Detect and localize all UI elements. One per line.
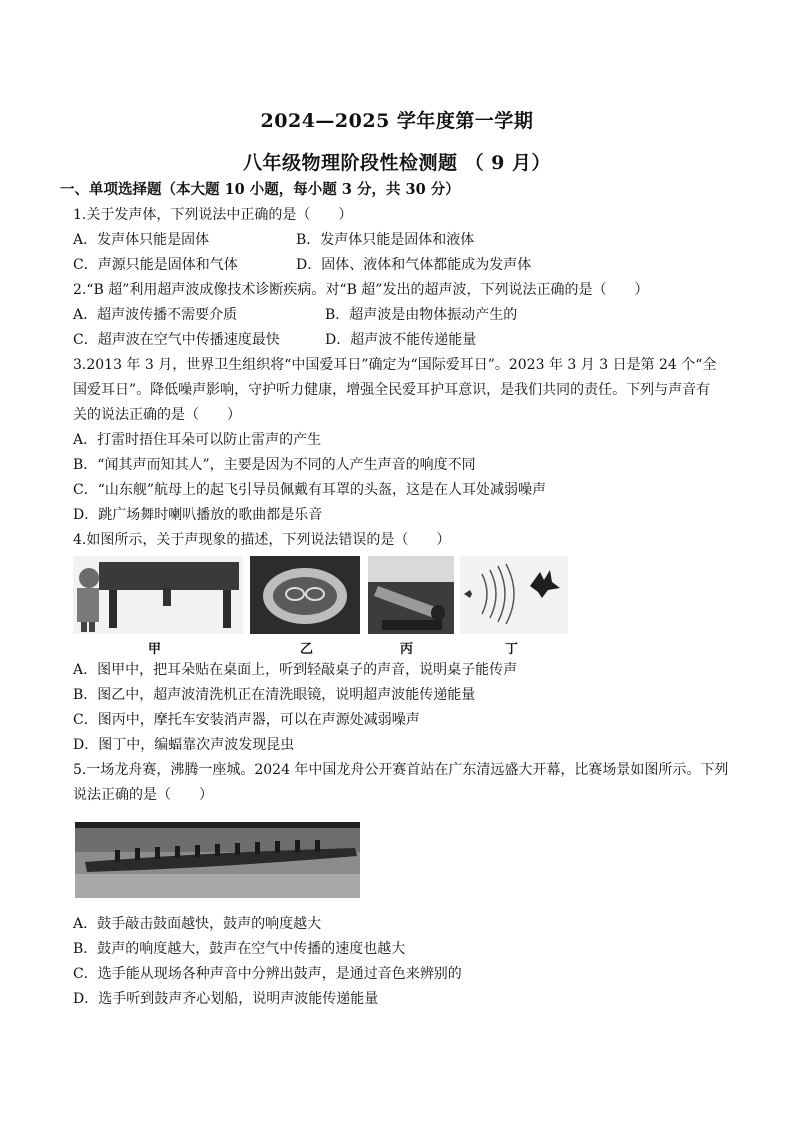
section-heading: 一、单项选择题（本大题 10 小题，每小题 3 分，共 30 分）	[60, 181, 460, 198]
q1-option-a: A．发声体只能是固体	[73, 232, 210, 248]
q2-option-d: D．超声波不能传递能量	[325, 332, 477, 348]
q4-option-d: D．图丁中，编蝠靠次声波发现昆虫	[73, 737, 295, 753]
q1-stem: 1.关于发声体，下列说法中正确的是（ ）	[73, 207, 353, 223]
q5-option-c: C．选手能从现场各种声音中分辨出鼓声，是通过音色来辨别的	[73, 966, 462, 982]
q5-option-d: D．选手听到鼓声齐心划船，说明声波能传递能量	[73, 991, 379, 1007]
q5-dragon-boat-photo	[75, 822, 360, 898]
q4-figure-bing	[368, 556, 454, 634]
q4-caption-jia: 甲	[148, 642, 162, 657]
q3-option-a: A．打雷时捂住耳朵可以防止雷声的产生	[73, 432, 322, 448]
q3-option-d: D．跳广场舞时喇叭播放的歌曲都是乐音	[73, 507, 323, 523]
q2-option-b: B．超声波是由物体振动产生的	[325, 307, 518, 323]
q4-caption-ding: 丁	[505, 642, 519, 657]
q4-figure-yi	[250, 556, 360, 634]
q3-stem-line2: 国爱耳日”。降低噪声影响，守护听力健康，增强全民爱耳护耳意识，是我们共同的责任。下列与声音有	[73, 382, 711, 398]
q2-option-c: C．超声波在空气中传播速度最快	[73, 332, 280, 348]
q4-figure-jia	[73, 556, 243, 634]
q5-stem-line1: 5.一场龙舟赛，沸腾一座城。2024 年中国龙舟公开赛首站在广东清远盛大开幕，比赛场景如图所示。下列	[73, 762, 729, 778]
q3-stem-line1: 3.2013 年 3 月，世界卫生组织将“中国爱耳日”确定为“国际爱耳日”。2023 年 3 月 3 日是第 24 个“全	[73, 357, 717, 373]
exam-title-term: 2024—2025 学年度第一学期	[260, 110, 534, 132]
q2-option-a: A．超声波传播不需要介质	[73, 307, 238, 323]
q4-figure-ding	[460, 556, 568, 634]
q3-option-b: B．“闻其声而知其人”，主要是因为不同的人产生声音的响度不同	[73, 457, 476, 473]
q5-option-b: B．鼓声的响度越大，鼓声在空气中传播的速度也越大	[73, 941, 406, 957]
exam-title-subject: 八年级物理阶段性检测题 （ 9 月）	[242, 152, 552, 174]
q3-stem-line3: 关的说法正确的是（ ）	[73, 407, 241, 423]
q5-option-a: A．鼓手敲击鼓面越快，鼓声的响度越大	[73, 916, 322, 932]
q4-caption-yi: 乙	[300, 642, 314, 657]
q4-caption-bing: 丙	[400, 642, 414, 657]
q4-option-c: C．图丙中，摩托车安装消声器，可以在声源处减弱噪声	[73, 712, 420, 728]
q5-stem-line2: 说法正确的是（ ）	[73, 787, 213, 803]
q4-option-b: B．图乙中，超声波清洗机正在清洗眼镜，说明超声波能传递能量	[73, 687, 476, 703]
q4-option-a: A．图甲中，把耳朵贴在桌面上，听到轻敲桌子的声音，说明桌子能传声	[73, 662, 518, 678]
q1-option-b: B．发声体只能是固体和液体	[296, 232, 475, 248]
q1-option-c: C．声源只能是固体和气体	[73, 257, 238, 273]
q2-stem: 2.“B 超”利用超声波成像技术诊断疾病。对“B 超”发出的超声波，下列说法正确的是（ ）	[73, 282, 649, 298]
q1-option-d: D．固体、液体和气体都能成为发声体	[296, 257, 532, 273]
q4-stem: 4.如图所示，关于声现象的描述，下列说法错误的是（ ）	[73, 532, 451, 548]
q3-option-c: C．“山东舰”航母上的起飞引导员佩戴有耳罩的头盔，这是在人耳处减弱噪声	[73, 482, 547, 498]
